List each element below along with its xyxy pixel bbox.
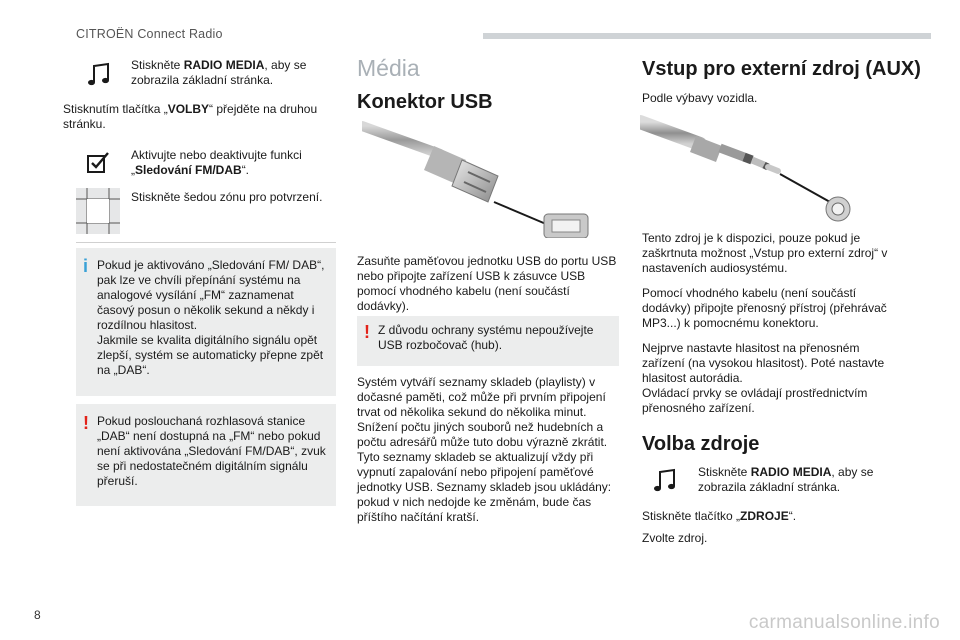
usb-instructions: Zasuňte paměťovou jednotku USB do portu USB nebo připojte zařízení USB k zásuvce USB pomocí vhodného kabelu (není součástí dodávky). — [357, 254, 617, 313]
checkbox-icon — [86, 150, 110, 174]
aux-controls-text: Ovládací prvky se ovládají prostřednictvím přenosného zařízení. — [642, 386, 868, 415]
col1-step-options: Stisknutím tlačítka „VOLBY“ přejděte na druhou stránku. — [63, 102, 318, 131]
col1-step-radio-media: Stiskněte RADIO MEDIA, aby se zobrazila základní stránka. — [131, 58, 307, 87]
warning-icon: ! — [83, 413, 89, 433]
warning-icon: ! — [364, 322, 370, 342]
usb-connector-illustration — [362, 118, 602, 238]
info-text-1: Pokud je aktivováno „Sledování FM/ DAB“, pak lze ve chvíli přepínání systému na analogové vysílání „FM“ zaznamenat časový posun o několik sekund a někdy i rozdílnou hlasitost. — [97, 258, 325, 332]
heading-usb: Konektor USB — [357, 91, 493, 113]
heading-aux: Vstup pro externí zdroj (AUX) — [642, 58, 921, 80]
music-note-icon — [652, 468, 678, 494]
info-box — [76, 248, 336, 396]
warning-box — [76, 404, 336, 506]
aux-volume-text: Nejprve nastavte hlasitost na přenosném zařízení (na vysokou hlasitost). Poté nastavte hlasitost autorádia. — [642, 341, 885, 385]
divider — [76, 242, 336, 243]
info-icon: i — [83, 256, 89, 276]
playlist-paragraph: Systém vytváří seznamy skladeb (playlisty) v dočasné paměti, což může při prvním připojení trvat od několika sekund do několika minut. Snížení počtu jiných souborů než hudebních a počtu adresářů může tuto dobu výrazně zkrátit. Tyto seznamy skladeb se aktualizují vždy při vypnutí zapalování nebo připojení paměťové jednotky USB. Seznamy skladeb jsou ukládány: pokud v nich nedojde ke změnám, bude čas příštího načítání kratší. — [357, 375, 612, 524]
grey-zone-icon — [76, 188, 120, 234]
usb-warning-box — [357, 316, 619, 366]
aux-availability: Podle výbavy vozidla. — [642, 91, 758, 105]
col3-step-choose: Zvolte zdroj. — [642, 531, 708, 545]
col3-step-radio-media: Stiskněte RADIO MEDIA, aby se zobrazila základní stránka. — [698, 465, 874, 494]
music-note-icon — [86, 62, 112, 88]
running-header: CITROËN Connect Radio — [76, 27, 223, 41]
col1-step-confirm: Stiskněte šedou zónu pro potvrzení. — [131, 190, 323, 204]
aux-connect-device: Pomocí vhodného kabelu (není součástí dodávky) připojte přenosný přístroj (přehrávač MP3...) k pomocnému konektoru. — [642, 286, 887, 330]
watermark: carmanualsonline.info — [748, 612, 940, 633]
warning-text: Pokud poslouchaná rozhlasová stanice „DAB“ není dostupná na „FM“ nebo pokud není aktivována „Sledování FM/DAB“, zvuk se při nedostatečném digitálním signálu přeruší. — [97, 414, 326, 488]
info-text-2: Jakmile se kvalita digitálního signálu opět zlepší, systém se automaticky přepne zpět na „DAB“. — [97, 333, 324, 377]
aux-source-note: Tento zdroj je k dispozici, pouze pokud je zaškrtnuta možnost „Vstup pro externí zdroj“ v nastaveních audiosystému. — [642, 231, 888, 275]
usb-warning-text: Z důvodu ochrany systému nepoužívejte USB rozbočovač (hub). — [378, 323, 594, 352]
aux-volume-note — [642, 341, 904, 416]
page-number: 8 — [34, 608, 41, 622]
heading-source-select: Volba zdroje — [642, 433, 760, 455]
aux-jack-illustration — [640, 110, 860, 225]
header-bar — [483, 33, 931, 39]
section-title-media: Média — [357, 55, 420, 81]
col1-step-toggle: Aktivujte nebo deaktivujte funkci „Sledování FM/DAB“. — [131, 148, 302, 177]
col3-step-sources: Stiskněte tlačítko „ZDROJE“. — [642, 509, 797, 523]
